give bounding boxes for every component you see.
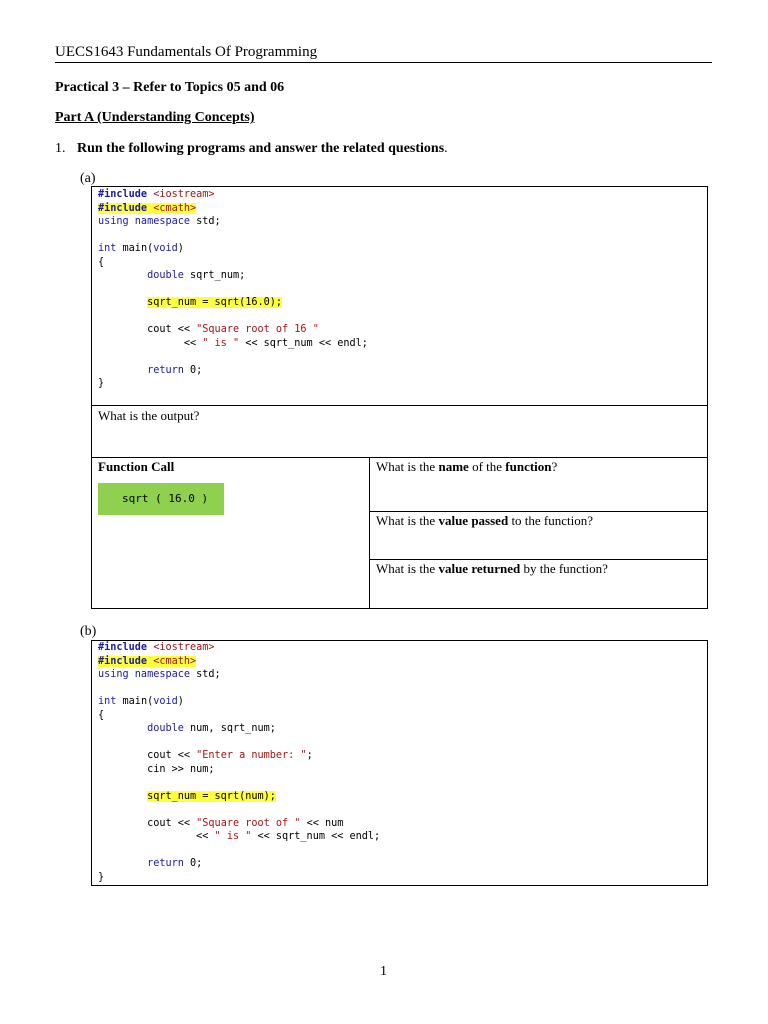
output-answer-box[interactable]: [91, 405, 708, 458]
label-b: (b): [80, 624, 97, 639]
function-call-label: Function Call: [98, 459, 175, 474]
function-call-code: sqrt ( 16.0 ): [122, 492, 209, 505]
answer-function-name[interactable]: [369, 457, 708, 512]
function-call-highlight: [98, 483, 224, 515]
header-divider: [55, 62, 712, 63]
question-value-passed: What is the value passed to the function?: [376, 513, 594, 528]
question-1: [55, 141, 448, 157]
answer-value-passed[interactable]: [369, 511, 708, 560]
code-block-b: [91, 640, 708, 886]
function-call-cell: [91, 457, 370, 609]
question-value-returned: What is the value returned by the function?: [376, 561, 608, 576]
practical-title: Practical 3 – Refer to Topics 05 and 06: [55, 80, 285, 95]
code-listing-b: #include <iostream> #include <cmath> using namespace std; int main(void) { double num, sqrt_num; cout << "Enter a number: "; cin >> num; sqrt_num = sqrt(num); cout << "Square root of " << num << " is " << sqrt_num << endl; return 0; }: [98, 642, 381, 883]
part-heading: Part A (Understanding Concepts): [55, 110, 255, 125]
question-period: .: [444, 141, 448, 156]
code-block-a: [91, 186, 708, 406]
code-listing-a: #include <iostream> #include <cmath> using namespace std; int main(void) { double sqrt_num; sqrt_num = sqrt(16.0); cout << "Square root of 16 " << " is " << sqrt_num << endl; return 0; }: [98, 189, 368, 389]
page-number: 1: [380, 964, 387, 979]
label-a: (a): [80, 171, 96, 186]
output-question: What is the output?: [98, 408, 200, 423]
question-text: Run the following programs and answer the related questions: [77, 141, 445, 156]
course-title: UECS1643 Fundamentals Of Programming: [55, 44, 318, 60]
answer-value-returned[interactable]: [369, 559, 708, 609]
question-function-name: What is the name of the function?: [376, 459, 558, 474]
question-number: 1.: [55, 141, 66, 156]
